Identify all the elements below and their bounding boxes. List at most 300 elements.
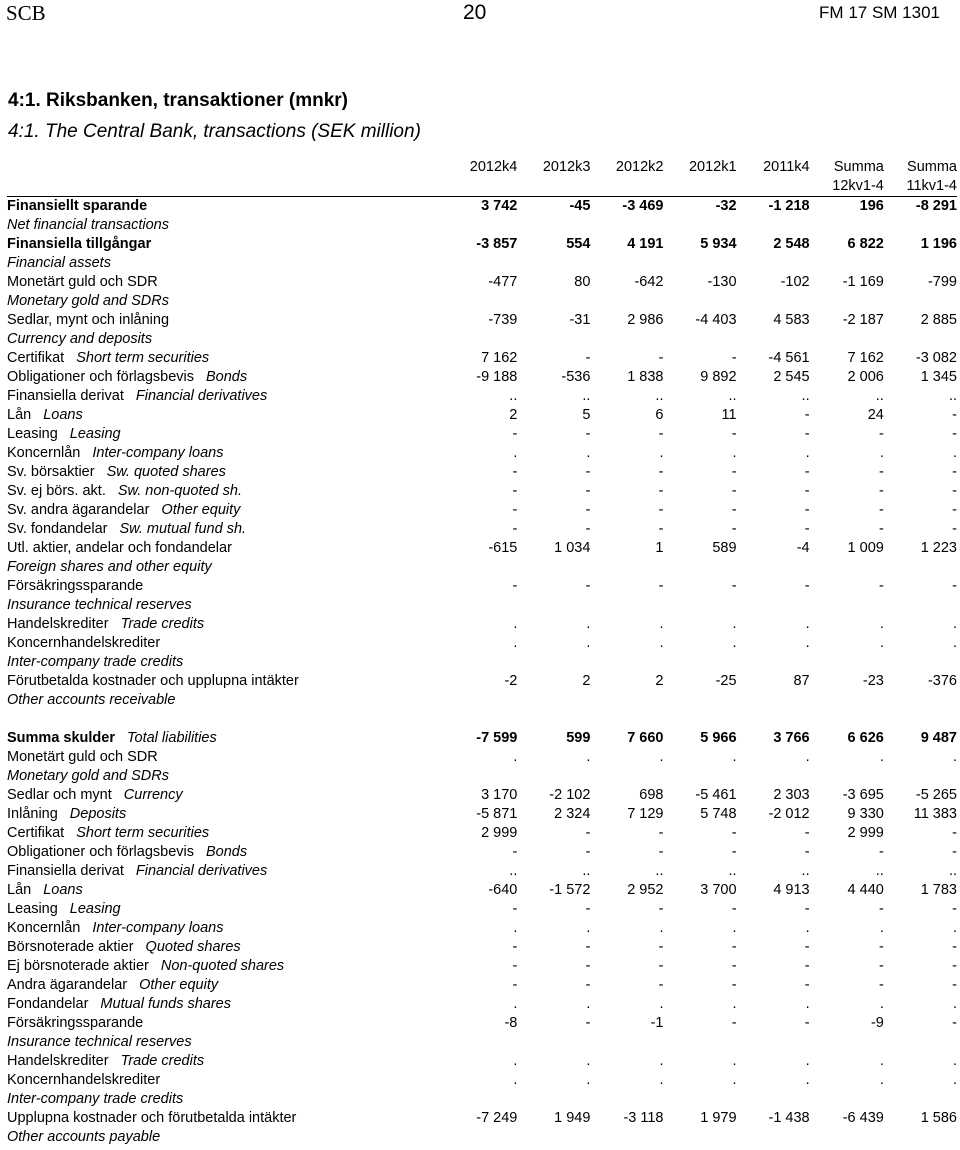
value-cell: . — [952, 616, 957, 632]
row-label — [7, 729, 452, 748]
row-label-english: Loans — [43, 882, 83, 898]
value-cell — [810, 254, 884, 273]
row-label-english: Sw. mutual fund sh. — [119, 521, 247, 537]
value-cell: -4 — [796, 540, 810, 556]
row-label — [7, 634, 452, 653]
table-row — [7, 1033, 957, 1052]
value-cell: - — [512, 844, 518, 860]
value-cell: -1 438 — [768, 1110, 810, 1126]
row-label-english: Currency — [123, 787, 183, 803]
row-label-english: Loans — [43, 407, 83, 423]
value-cell: -1 218 — [768, 198, 810, 214]
value-cell: - — [658, 521, 664, 537]
table-row — [7, 292, 957, 311]
value-cell — [884, 216, 957, 235]
value-cell: .. — [728, 388, 737, 404]
value-cell — [737, 292, 810, 311]
value-cell: - — [952, 464, 957, 480]
column-header: 2012k4 — [469, 159, 518, 175]
value-cell: -536 — [561, 369, 591, 385]
value-cell: - — [731, 825, 737, 841]
row-label-english: Inter-company trade credits — [7, 1091, 184, 1107]
row-label-english: Other equity — [139, 977, 219, 993]
row-label-swedish: Sv. andra ägarandelar — [7, 502, 150, 518]
value-cell: - — [952, 502, 957, 518]
row-label-swedish: Leasing — [7, 426, 58, 442]
value-cell: 9 892 — [700, 369, 737, 385]
value-cell — [452, 216, 517, 235]
value-cell: . — [513, 996, 518, 1012]
table-row — [7, 805, 957, 824]
value-cell: . — [732, 445, 737, 461]
value-cell — [517, 1128, 590, 1147]
value-cell: - — [804, 901, 810, 917]
value-cell: .. — [655, 863, 664, 879]
value-cell — [810, 1128, 884, 1147]
value-cell — [737, 254, 810, 273]
row-label — [7, 919, 452, 938]
value-cell: -739 — [488, 312, 518, 328]
value-cell: 6 626 — [847, 730, 884, 746]
value-cell: . — [586, 996, 591, 1012]
value-cell — [452, 596, 517, 615]
value-cell: . — [586, 1053, 591, 1069]
table-row — [7, 957, 957, 976]
value-cell: - — [512, 502, 518, 518]
row-label — [7, 653, 452, 672]
row-label — [7, 235, 452, 254]
value-cell — [810, 330, 884, 349]
value-cell: -102 — [780, 274, 810, 290]
row-label — [7, 881, 452, 900]
table-body — [7, 197, 957, 1148]
row-label-swedish: Ej börsnoterade aktier — [7, 958, 149, 974]
value-cell — [590, 1090, 663, 1109]
value-cell: .. — [948, 863, 957, 879]
value-cell: - — [952, 939, 957, 955]
value-cell — [517, 691, 590, 710]
value-cell: -2 012 — [768, 806, 810, 822]
value-cell: - — [952, 1015, 957, 1031]
table-row — [7, 235, 957, 254]
value-cell — [590, 254, 663, 273]
row-label — [7, 463, 452, 482]
value-cell: - — [731, 578, 737, 594]
value-cell: - — [952, 578, 957, 594]
row-label-swedish: Lån — [7, 882, 32, 898]
value-cell: -5 461 — [695, 787, 737, 803]
row-label-english: Non-quoted shares — [160, 958, 285, 974]
value-cell: - — [804, 578, 810, 594]
value-cell — [884, 1033, 957, 1052]
value-cell — [517, 216, 590, 235]
value-cell: . — [805, 445, 810, 461]
row-label-english: Mutual funds shares — [100, 996, 231, 1012]
value-cell: 1 034 — [554, 540, 591, 556]
value-cell — [810, 558, 884, 577]
value-cell: -32 — [715, 198, 737, 214]
row-label-swedish: Sv. börsaktier — [7, 464, 95, 480]
row-label-swedish: Sv. fondandelar — [7, 521, 108, 537]
value-cell: 2 324 — [554, 806, 591, 822]
value-cell — [452, 558, 517, 577]
row-label-english: Short term securities — [76, 825, 210, 841]
value-cell: - — [512, 464, 518, 480]
value-cell: 2 548 — [773, 236, 810, 252]
value-cell — [737, 330, 810, 349]
value-cell: - — [658, 977, 664, 993]
row-label-swedish: Inlåning — [7, 806, 58, 822]
value-cell: - — [731, 483, 737, 499]
value-cell: - — [585, 939, 591, 955]
value-cell: .. — [875, 863, 884, 879]
value-cell: . — [513, 1053, 518, 1069]
row-label-swedish: Fondandelar — [7, 996, 89, 1012]
transactions-table — [7, 158, 957, 1147]
table-row — [7, 672, 957, 691]
row-label — [7, 368, 452, 387]
table-row — [7, 482, 957, 501]
row-label-swedish: Koncernlån — [7, 920, 81, 936]
value-cell: . — [659, 1053, 664, 1069]
row-label — [7, 292, 452, 311]
table-row — [7, 425, 957, 444]
row-label-swedish: Finansiella tillgångar — [7, 236, 152, 252]
row-label — [7, 444, 452, 463]
table-row — [7, 995, 957, 1014]
table-row — [7, 387, 957, 406]
table-row — [7, 501, 957, 520]
value-cell: - — [658, 901, 664, 917]
value-cell: . — [952, 920, 957, 936]
row-label-english: Monetary gold and SDRs — [7, 768, 169, 784]
row-label-swedish: Finansiella derivat — [7, 863, 124, 879]
row-label-swedish: Monetärt guld och SDR — [7, 749, 158, 765]
value-cell: - — [879, 578, 884, 594]
value-cell: 4 583 — [773, 312, 810, 328]
row-label — [7, 197, 452, 217]
row-label-swedish: Leasing — [7, 901, 58, 917]
value-cell: - — [512, 483, 518, 499]
value-cell: . — [513, 749, 518, 765]
value-cell: -3 082 — [915, 350, 957, 366]
page-number: 20 — [463, 1, 487, 24]
value-cell: . — [732, 996, 737, 1012]
value-cell — [452, 691, 517, 710]
value-cell: . — [513, 445, 518, 461]
row-label-english: Monetary gold and SDRs — [7, 293, 169, 309]
value-cell: . — [659, 616, 664, 632]
value-cell: -640 — [488, 882, 518, 898]
table-row — [7, 615, 957, 634]
value-cell: - — [512, 901, 518, 917]
value-cell: - — [658, 958, 664, 974]
value-cell: .. — [509, 388, 518, 404]
value-cell — [663, 1128, 736, 1147]
value-cell — [663, 254, 736, 273]
row-label — [7, 1071, 452, 1090]
value-cell: - — [731, 977, 737, 993]
value-cell: . — [513, 635, 518, 651]
value-cell: . — [952, 635, 957, 651]
table-row — [7, 691, 957, 710]
row-label — [7, 311, 452, 330]
value-cell — [517, 1033, 590, 1052]
header-left: SCB — [6, 1, 46, 25]
value-cell — [663, 558, 736, 577]
value-cell: - — [658, 844, 664, 860]
value-cell — [517, 558, 590, 577]
value-cell — [590, 330, 663, 349]
value-cell — [737, 596, 810, 615]
table-row — [7, 653, 957, 672]
row-label-swedish: Upplupna kostnader och förutbetalda intäkter — [7, 1110, 297, 1126]
table-row — [7, 273, 957, 292]
row-label — [7, 1014, 452, 1033]
row-label — [7, 216, 452, 235]
table-title-swedish: 4:1. Riksbanken, transaktioner (mnkr) — [8, 90, 348, 111]
value-cell: .. — [948, 388, 957, 404]
value-cell — [590, 1128, 663, 1147]
value-cell — [517, 767, 590, 786]
row-label — [7, 615, 452, 634]
value-cell: -5 871 — [476, 806, 518, 822]
value-cell — [884, 596, 957, 615]
value-cell: 1 783 — [920, 882, 957, 898]
row-label-swedish: Summa skulder — [7, 730, 115, 746]
value-cell: -8 — [504, 1015, 518, 1031]
row-label-swedish: Sedlar, mynt och inlåning — [7, 312, 170, 328]
table-row — [7, 558, 957, 577]
row-label — [7, 520, 452, 539]
value-cell: -3 695 — [842, 787, 884, 803]
value-cell: . — [805, 749, 810, 765]
value-cell: - — [952, 958, 957, 974]
value-cell: -615 — [488, 540, 518, 556]
row-label-english: Trade credits — [120, 616, 205, 632]
value-cell: . — [805, 616, 810, 632]
value-cell: -45 — [569, 198, 591, 214]
value-cell: - — [804, 939, 810, 955]
row-label-english: Trade credits — [120, 1053, 205, 1069]
table-row — [7, 254, 957, 273]
value-cell: . — [952, 1053, 957, 1069]
table-row — [7, 976, 957, 995]
value-cell: 2 — [655, 673, 664, 689]
row-label — [7, 900, 452, 919]
value-cell — [517, 596, 590, 615]
value-cell: -799 — [927, 274, 957, 290]
table-row — [7, 824, 957, 843]
value-cell: - — [512, 958, 518, 974]
row-label-english: Bonds — [206, 369, 248, 385]
value-cell: 2 885 — [920, 312, 957, 328]
value-cell: 2 303 — [773, 787, 810, 803]
value-cell — [590, 216, 663, 235]
value-cell: - — [879, 426, 884, 442]
table-row — [7, 1109, 957, 1128]
value-cell: - — [952, 825, 957, 841]
value-cell: -376 — [927, 673, 957, 689]
row-label-swedish: Koncernlån — [7, 445, 81, 461]
value-cell: - — [804, 958, 810, 974]
value-cell: - — [804, 521, 810, 537]
row-label-english: Other accounts payable — [7, 1129, 161, 1145]
value-cell: . — [732, 635, 737, 651]
value-cell: - — [952, 483, 957, 499]
table-row — [7, 311, 957, 330]
value-cell: - — [804, 977, 810, 993]
value-cell: - — [952, 426, 957, 442]
value-cell: 3 170 — [481, 787, 518, 803]
value-cell: - — [952, 977, 957, 993]
value-cell: - — [658, 426, 664, 442]
table-row — [7, 748, 957, 767]
column-header: 2012k1 — [688, 159, 737, 175]
row-label-english: Inter-company trade credits — [7, 654, 184, 670]
value-cell: 7 162 — [481, 350, 518, 366]
value-cell — [737, 653, 810, 672]
value-cell: -1 — [650, 1015, 664, 1031]
value-cell: -1 169 — [842, 274, 884, 290]
value-cell: - — [879, 958, 884, 974]
value-cell: .. — [582, 388, 591, 404]
value-cell: -31 — [569, 312, 591, 328]
value-cell: - — [585, 901, 591, 917]
value-cell — [590, 691, 663, 710]
value-cell: . — [659, 445, 664, 461]
row-label-swedish: Koncernhandelskrediter — [7, 1072, 161, 1088]
value-cell: - — [879, 844, 884, 860]
value-cell: . — [879, 749, 884, 765]
row-label — [7, 1052, 452, 1071]
value-cell: - — [585, 483, 591, 499]
value-cell: -477 — [488, 274, 518, 290]
value-cell: . — [952, 445, 957, 461]
value-cell: . — [879, 1053, 884, 1069]
row-label-swedish: Sv. ej börs. akt. — [7, 483, 106, 499]
value-cell: . — [879, 635, 884, 651]
row-label-swedish: Lån — [7, 407, 32, 423]
column-header-row — [7, 158, 957, 197]
value-cell: . — [659, 635, 664, 651]
value-cell: 1 979 — [700, 1110, 737, 1126]
row-label-swedish: Andra ägarandelar — [7, 977, 128, 993]
value-cell: 1 009 — [847, 540, 884, 556]
value-cell: . — [659, 920, 664, 936]
value-cell: - — [879, 901, 884, 917]
value-cell — [517, 330, 590, 349]
value-cell — [517, 653, 590, 672]
value-cell: 5 — [582, 407, 591, 423]
row-label-swedish: Handelskrediter — [7, 616, 109, 632]
value-cell: - — [512, 426, 518, 442]
value-cell: -1 572 — [549, 882, 591, 898]
value-cell: -8 291 — [915, 198, 957, 214]
row-label-english: Inter-company loans — [92, 920, 224, 936]
table-row — [7, 634, 957, 653]
value-cell: - — [731, 502, 737, 518]
column-header: Summa 11kv1-4 — [906, 159, 957, 194]
row-label-english: Financial derivatives — [135, 388, 268, 404]
value-cell: 1 838 — [627, 369, 664, 385]
value-cell: - — [658, 350, 664, 366]
value-cell — [810, 216, 884, 235]
row-label-english: Quoted shares — [145, 939, 241, 955]
value-cell: -25 — [715, 673, 737, 689]
value-cell — [737, 767, 810, 786]
row-label-english: Short term securities — [76, 350, 210, 366]
header-right: FM 17 SM 1301 — [819, 3, 940, 22]
row-label-english: Total liabilities — [127, 730, 217, 746]
value-cell: 1 949 — [554, 1110, 591, 1126]
value-cell — [452, 1128, 517, 1147]
value-cell: - — [804, 464, 810, 480]
value-cell: - — [731, 844, 737, 860]
row-label — [7, 691, 452, 710]
value-cell: - — [731, 464, 737, 480]
row-label-english: Other accounts receivable — [7, 692, 176, 708]
spacer-cell — [7, 710, 957, 729]
row-label — [7, 596, 452, 615]
value-cell: 1 345 — [920, 369, 957, 385]
value-cell — [590, 653, 663, 672]
table-row — [7, 1071, 957, 1090]
value-cell: . — [659, 1072, 664, 1088]
value-cell — [884, 292, 957, 311]
value-cell: . — [805, 996, 810, 1012]
value-cell: 3 700 — [700, 882, 737, 898]
value-cell: -4 403 — [695, 312, 737, 328]
value-cell: 1 — [655, 540, 664, 556]
value-cell: -2 102 — [549, 787, 591, 803]
table-row — [7, 520, 957, 539]
row-label — [7, 501, 452, 520]
value-cell: - — [731, 521, 737, 537]
value-cell — [663, 691, 736, 710]
value-cell: 2 545 — [773, 369, 810, 385]
table-row — [7, 1090, 957, 1109]
value-cell: . — [732, 749, 737, 765]
row-label-english: Net financial transactions — [7, 217, 169, 233]
value-cell: -7 249 — [476, 1110, 518, 1126]
value-cell: . — [732, 920, 737, 936]
value-cell: 4 191 — [627, 236, 664, 252]
row-label-swedish: Sedlar och mynt — [7, 787, 112, 803]
value-cell — [663, 216, 736, 235]
value-cell: . — [586, 749, 591, 765]
row-label — [7, 1033, 452, 1052]
value-cell — [810, 691, 884, 710]
value-cell: 5 934 — [700, 236, 737, 252]
value-cell: 7 660 — [627, 730, 664, 746]
value-cell: - — [658, 483, 664, 499]
value-cell: 3 766 — [773, 730, 810, 746]
value-cell: .. — [728, 863, 737, 879]
value-cell: - — [731, 939, 737, 955]
row-label-swedish: Finansiella derivat — [7, 388, 124, 404]
value-cell: - — [585, 844, 591, 860]
value-cell: . — [732, 1053, 737, 1069]
row-label — [7, 672, 452, 691]
value-cell: 1 196 — [920, 236, 957, 252]
value-cell: . — [586, 1072, 591, 1088]
value-cell: 2 952 — [627, 882, 664, 898]
value-cell: - — [731, 426, 737, 442]
row-label-swedish: Börsnoterade aktier — [7, 939, 134, 955]
value-cell: - — [658, 502, 664, 518]
row-label-english: Sw. quoted shares — [106, 464, 226, 480]
